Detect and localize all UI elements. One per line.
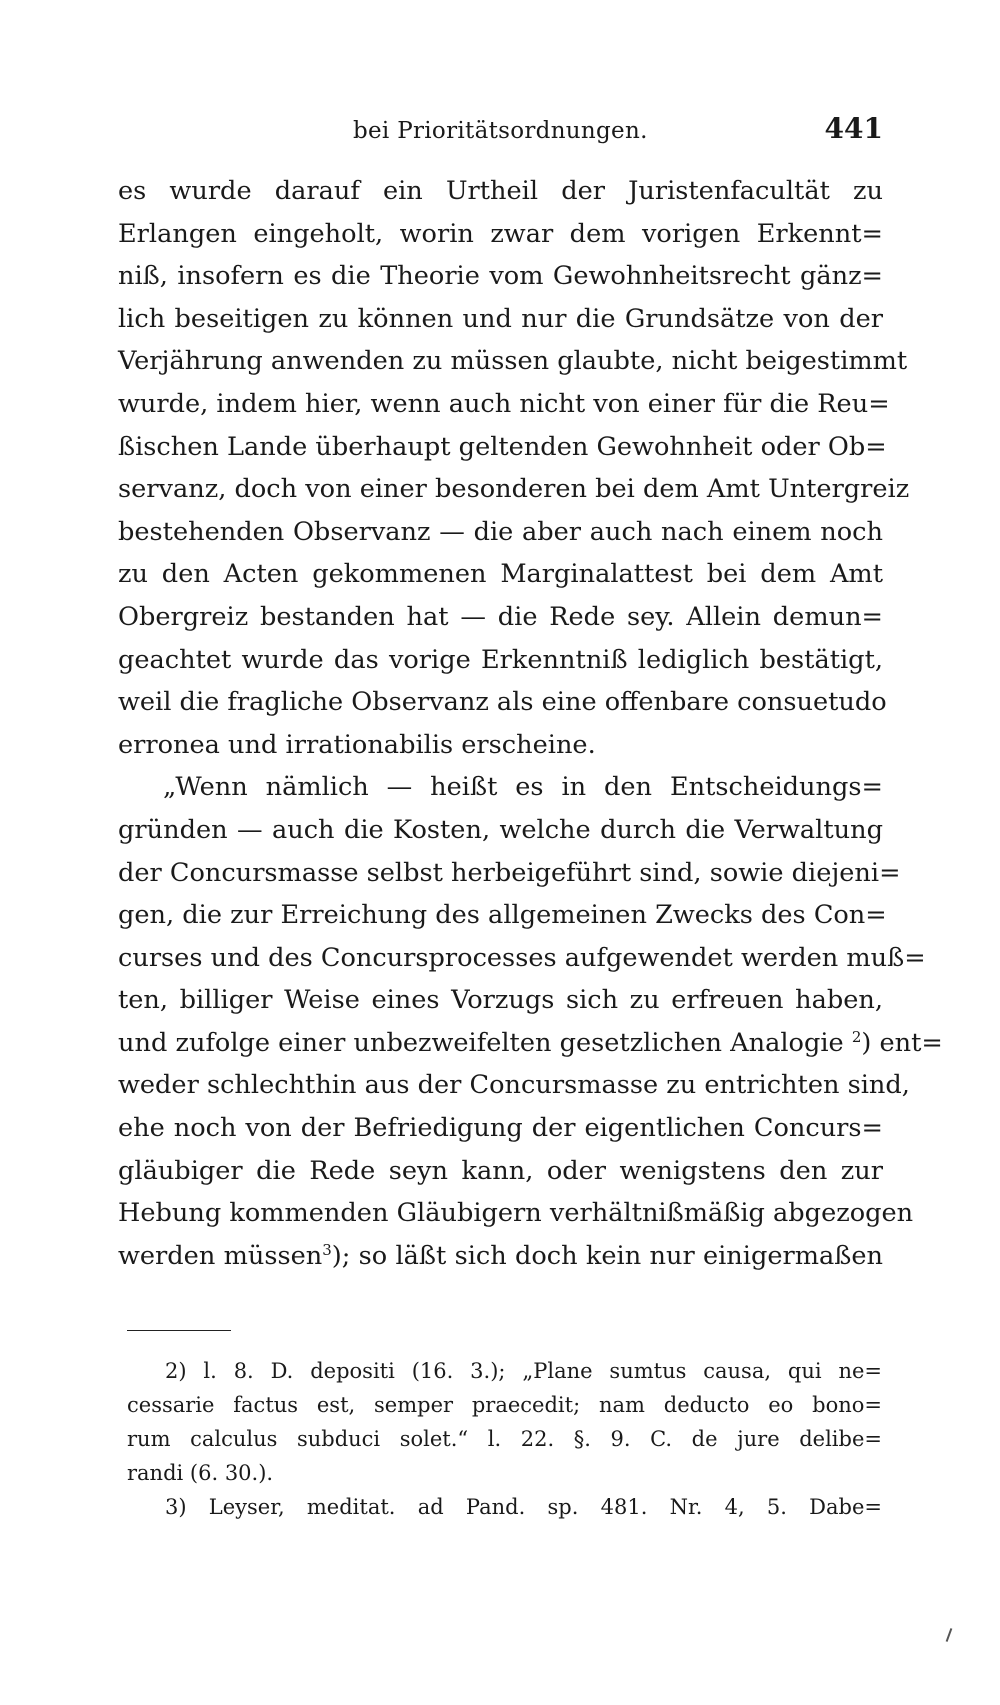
text-segment: werden müssen: [118, 1240, 323, 1271]
text-line: niß, insofern es die Theorie vom Gewohnheitsrecht gänz=: [118, 261, 883, 292]
main-text: [118, 170, 943, 1277]
text-line-with-footnote-ref: [118, 1235, 883, 1278]
footnote-ref-2: 2: [851, 1027, 862, 1046]
text-line: weil die fragliche Observanz als eine offenbare consuetudo: [118, 687, 887, 718]
text-line: es wurde darauf ein Urtheil der Juristenfacultät zu: [118, 176, 883, 206]
footnote-line: 3) Leyser, meditat. ad Pand. sp. 481. Nr. 4, 5. Dabe=: [165, 1495, 882, 1519]
footnote-ref-3: 3: [322, 1240, 332, 1259]
footnote-line: 2) l. 8. D. depositi (16. 3.); „Plane sumtus causa, qui ne=: [165, 1359, 882, 1383]
text-line: bestehenden Observanz — die aber auch nach einem noch: [118, 516, 883, 547]
text-line: curses und des Concursprocesses aufgewendet werden muß=: [118, 942, 926, 973]
text-line: wurde, indem hier, wenn auch nicht von einer für die Reu=: [118, 388, 890, 419]
footnote-line: cessarie factus est, semper praecedit; nam deducto eo bono=: [127, 1393, 882, 1417]
text-line: ehe noch von der Befriedigung der eigentlichen Concurs=: [118, 1113, 883, 1144]
page-number: 441: [824, 112, 883, 145]
text-line: zu den Acten gekommenen Marginalattest bei dem Amt: [118, 559, 883, 590]
text-segment: und zufolge einer unbezweifelten gesetzlichen Analogie: [118, 1027, 844, 1058]
text-line: gen, die zur Erreichung des allgemeinen Zwecks des Con=: [118, 900, 887, 931]
text-line: „Wenn nämlich — heißt es in den Entscheidungs=: [163, 772, 883, 803]
text-line: servanz, doch von einer besonderen bei dem Amt Untergreiz: [118, 474, 910, 505]
text-line: ten, billiger Weise eines Vorzugs sich zu erfreuen haben,: [118, 985, 883, 1016]
footnote-line: randi (6. 30.).: [127, 1461, 274, 1485]
text-line: Hebung kommenden Gläubigern verhältnißmäßig abgezogen: [118, 1198, 914, 1229]
text-line: lich beseitigen zu können und nur die Grundsätze von der: [118, 303, 883, 334]
text-line: ßischen Lande überhaupt geltenden Gewohnheit oder Ob=: [118, 431, 887, 462]
page-header: [118, 112, 883, 152]
text-line: Obergreiz bestanden hat — die Rede sey. Allein demun=: [118, 601, 883, 632]
stray-mark: [946, 1628, 953, 1642]
text-segment: ); so läßt sich doch kein nur einigermaßen: [331, 1240, 883, 1271]
text-line: gründen — auch die Kosten, welche durch die Verwaltung: [118, 814, 883, 845]
text-line: Erlangen eingeholt, worin zwar dem vorigen Erkennt=: [118, 218, 883, 249]
footnotes: [127, 1354, 882, 1524]
text-line: geachtet wurde das vorige Erkenntniß lediglich bestätigt,: [118, 644, 883, 675]
text-line: der Concursmasse selbst herbeigeführt sind, sowie diejeni=: [118, 857, 901, 888]
text-line: erronea und irrationabilis erscheine.: [118, 729, 596, 760]
text-line: Verjährung anwenden zu müssen glaubte, nicht beigestimmt: [118, 346, 908, 377]
running-head: bei Prioritätsordnungen.: [353, 118, 648, 144]
text-line: weder schlechthin aus der Concursmasse zu entrichten sind,: [118, 1070, 910, 1101]
footnote-line: rum calculus subduci solet.“ l. 22. §. 9. C. de jure delibe=: [127, 1427, 882, 1451]
text-segment: ) ent=: [861, 1027, 943, 1058]
footnote-divider: [127, 1330, 231, 1331]
text-line: gläubiger die Rede seyn kann, oder wenigstens den zur: [118, 1155, 883, 1186]
text-line-with-footnote-ref: [118, 1022, 943, 1065]
